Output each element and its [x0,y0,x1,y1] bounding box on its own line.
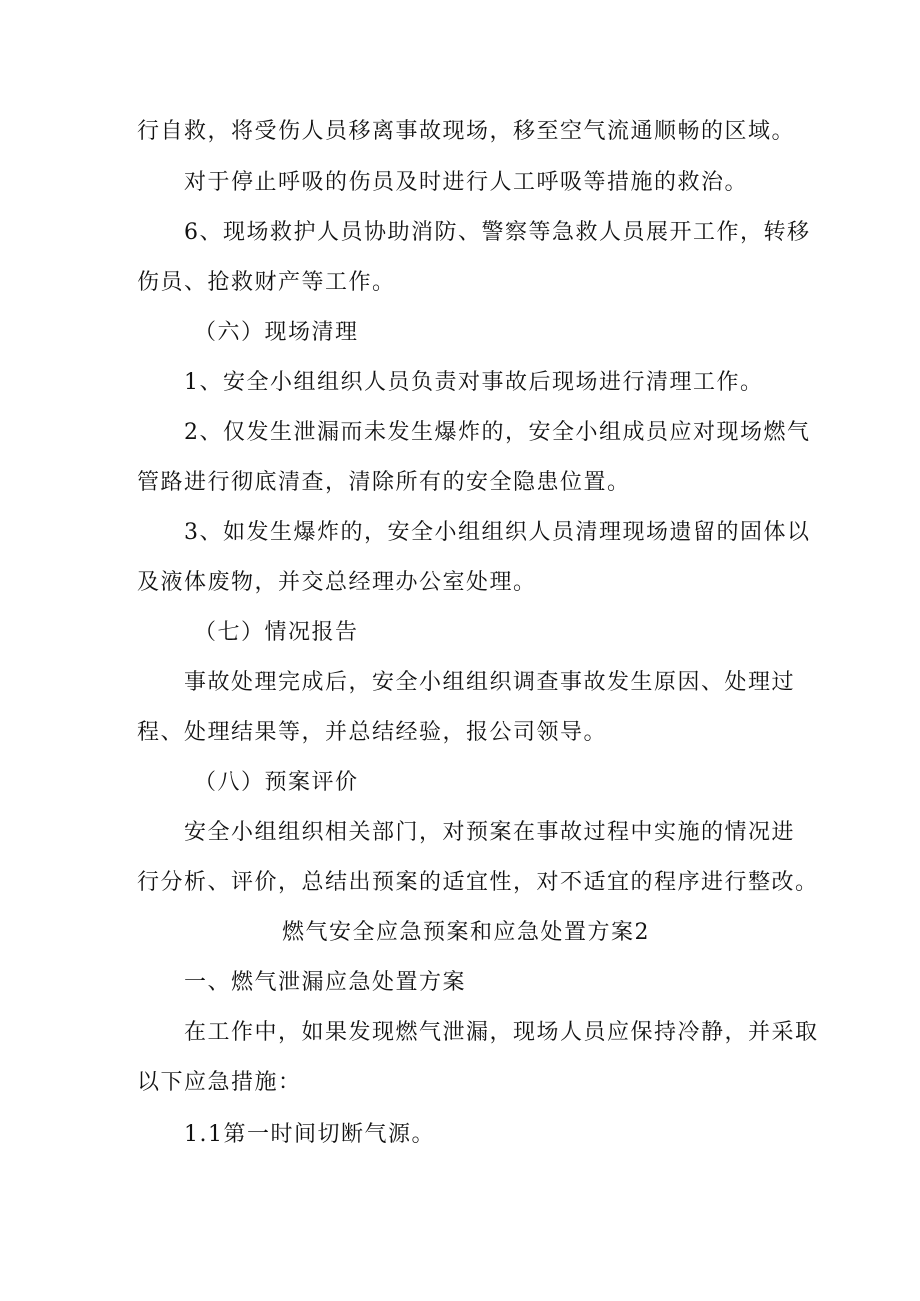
section-heading: （六）现场清理 [194,320,359,345]
section-heading: （七）情况报告 [194,620,359,645]
text-line: 在工作中，如果发现燃气泄漏，现场人员应保持冷静，并采取 [184,1020,819,1045]
text-line: 1.1第一时间切断气源。 [184,1122,435,1147]
text-line: 行分析、评价，总结出预案的适宜性，对不适宜的程序进行整改。 [137,870,819,895]
text-line: 6、现场救护人员协助消防、警察等急救人员展开工作，转移 [184,220,811,245]
document-title: 燃气安全应急预案和应急处置方案2 [282,920,650,945]
text-line: 对于停止呼吸的伤员及时进行人工呼吸等措施的救治。 [184,170,749,195]
text-line: 以下应急措施： [137,1070,302,1095]
text-line: 及液体废物，并交总经理办公室处理。 [137,570,537,595]
text-line: 程、处理结果等，并总结经验，报公司领导。 [137,720,608,745]
text-line: 2、仅发生泄漏而未发生爆炸的，安全小组成员应对现场燃气 [184,420,811,445]
text-line: 行自救，将受伤人员移离事故现场，移至空气流通顺畅的区域。 [137,119,796,144]
text-line: 3、如发生爆炸的，安全小组组织人员清理现场遗留的固体以 [184,520,811,545]
section-heading: （八）预案评价 [194,770,359,795]
text-line: 伤员、抢救财产等工作。 [137,270,396,295]
section-heading: 一、燃气泄漏应急处置方案 [184,970,467,995]
text-line: 1、安全小组组织人员负责对事故后现场进行清理工作。 [184,370,764,395]
text-line: 管路进行彻底清查，清除所有的安全隐患位置。 [137,470,631,495]
text-line: 安全小组组织相关部门，对预案在事故过程中实施的情况进 [184,820,796,845]
text-line: 事故处理完成后，安全小组组织调查事故发生原因、处理过 [184,670,796,695]
